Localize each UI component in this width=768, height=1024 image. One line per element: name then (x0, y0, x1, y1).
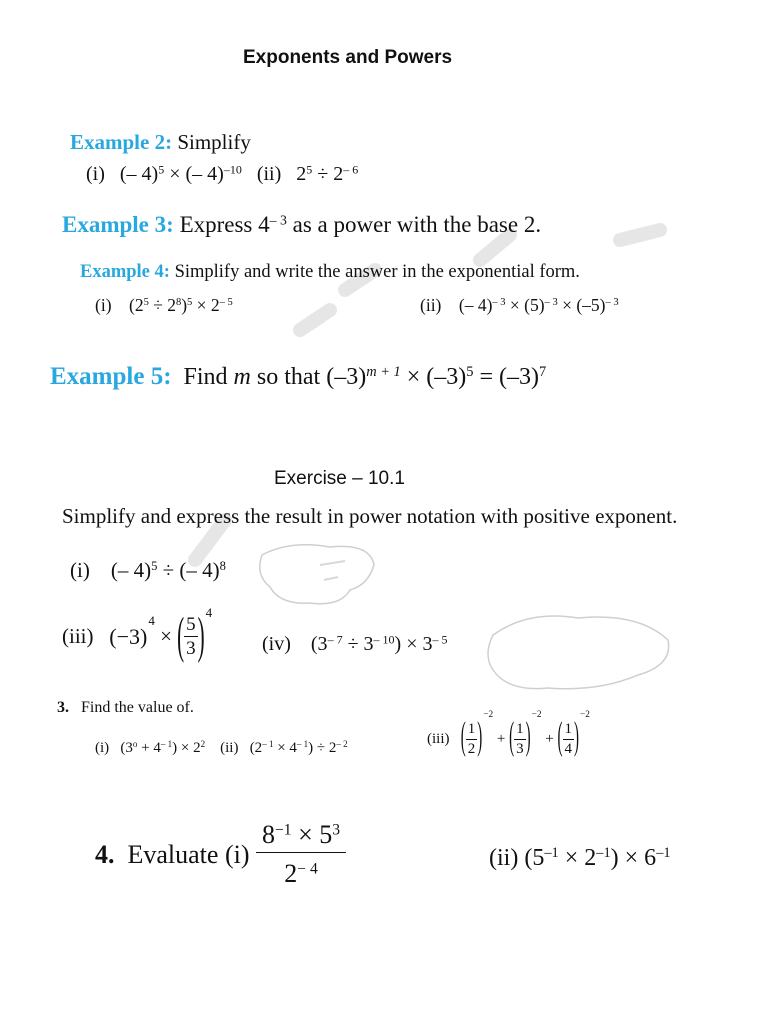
expr-exp: 5 (466, 364, 474, 381)
expr-exp: −1 (275, 821, 292, 839)
expr-term: × 2 (192, 295, 220, 315)
expr-exp: – 3 (269, 212, 287, 228)
expr-exp: 4 (148, 613, 155, 628)
example-3-text: as a power with the base 2. (292, 212, 542, 237)
example-5-text: so that (–3) (256, 364, 367, 390)
q4-part-ii (489, 845, 671, 872)
expr-var: m (233, 364, 251, 390)
expr-base: (– 4) (119, 163, 159, 185)
expr-term: ÷ 2 (148, 295, 176, 315)
question-number: 4. (95, 839, 115, 869)
expr-op: + (545, 731, 554, 747)
expr-exp: – 3 (492, 297, 506, 309)
exercise-item-iii: (iii) (−3) 4 × ( $\frac{5}{3}$ ) 4 (62, 605, 213, 665)
expr-exp: – 7 (327, 632, 343, 647)
example-2 (70, 130, 251, 155)
example-3 (62, 212, 541, 238)
question-prompt: Evaluate (i) (127, 839, 250, 869)
expr-exp: 2 (200, 739, 206, 750)
expr-exp: −2 (531, 710, 542, 720)
expr-base: 2 (296, 163, 307, 185)
expr-exp: m + 1 (366, 364, 401, 381)
expr-exp: – 6 (343, 162, 359, 177)
part-label: (iv) (262, 633, 291, 655)
example-5-text: Find (183, 364, 228, 390)
expr-exp: –1 (656, 845, 671, 862)
fraction-denominator: 3 (186, 638, 196, 659)
expr-term: ) × 6 (610, 845, 657, 871)
expr-exp: – 10 (373, 632, 395, 647)
expr-exp: 8 (219, 559, 226, 574)
part-label: (i) (70, 558, 90, 582)
example-4-label: Example 4: (80, 262, 170, 282)
part-label: (ii) (420, 295, 442, 315)
example-4 (80, 262, 580, 283)
expr-term: ÷ 3 (342, 633, 374, 655)
expr-term: × 5 (291, 820, 333, 849)
expr-exp: – 1 (160, 739, 173, 750)
example-2-label: Example 2: (70, 130, 173, 154)
expr-term: ) (181, 295, 188, 315)
expr-base: 2 (333, 163, 344, 185)
fraction-numerator: 1 (466, 722, 478, 740)
expr-op: + (496, 731, 506, 747)
fraction-denominator: 2 (467, 741, 476, 757)
expr-exp: –1 (596, 845, 611, 862)
erased-smudge (478, 600, 678, 700)
expr-exp: 5 (158, 162, 165, 177)
expr-exp: – 5 (432, 632, 448, 647)
fraction-numerator: 1 (514, 722, 526, 740)
part-label: (ii) (256, 163, 282, 185)
expr-term: 8 (262, 820, 275, 849)
expr-term: (– 4) (458, 295, 493, 315)
expr-term: + 4 (137, 740, 161, 756)
expr-base: (– 4) (185, 163, 224, 185)
part-label: (i) (95, 295, 112, 315)
expr-op: ÷ (317, 163, 329, 185)
expr-term: (5 (524, 845, 545, 871)
part-label: (i) (86, 163, 105, 185)
expr-exp: 5 (151, 559, 158, 574)
expr-term: ÷ (– 4) (157, 558, 220, 582)
q3-heading (57, 699, 194, 717)
expr-term: ) × 3 (394, 633, 433, 655)
expr-term: (2 (249, 740, 263, 756)
expr-exp: o (132, 739, 138, 750)
q3-parts-i-ii (95, 740, 348, 757)
expr-term: (−3) (109, 623, 148, 649)
expr-term: (2 (129, 295, 144, 315)
exercise-item-i (70, 558, 226, 583)
expr-term: (– 4) (110, 558, 152, 582)
expr-term: × (5) (505, 295, 545, 315)
expr-term: ) × 2 (172, 740, 201, 756)
example-2-parts (86, 163, 358, 186)
expr-exp: 5 (187, 297, 193, 309)
page-title: Exponents and Powers (243, 47, 453, 68)
expr-exp: −2 (580, 710, 590, 720)
example-5-label: Example 5: (50, 363, 172, 390)
fraction-denominator: 4 (564, 741, 572, 757)
exercise-item-iv (262, 633, 448, 656)
example-5-text: = (–3) (473, 364, 539, 390)
q4-question (95, 822, 346, 887)
expr-exp: 5 (143, 297, 149, 309)
expr-exp: −2 (483, 710, 494, 720)
part-label: (i) (95, 740, 110, 756)
expr-exp: –1 (544, 845, 559, 862)
part-label: (iii) (62, 624, 94, 648)
fraction-denominator: 2 (284, 859, 298, 888)
example-5-text: × (–3) (400, 364, 467, 390)
expr-term: × 4 (273, 740, 297, 756)
erased-smudge (250, 535, 380, 610)
expr-exp: 8 (175, 297, 182, 309)
example-4-prompt: Simplify and write the answer in the exponential form. (174, 262, 580, 282)
question-prompt: Find the value of. (81, 699, 194, 716)
expr-term: ) ÷ 2 (308, 740, 337, 756)
example-4-part-ii (420, 295, 619, 316)
expr-term: (3 (120, 740, 133, 756)
expr-term: (3 (310, 633, 328, 655)
expr-exp: –10 (223, 162, 242, 177)
q3-part-iii: (iii) ( $\frac{1}{2}$ ) −2 + ( $\frac{1}{3}$ ) −2 + ( $\frac{1}{4}$ ) −2 (427, 710, 590, 759)
expr-term: × 2 (558, 845, 597, 871)
expr-exp: 7 (538, 364, 547, 381)
expr-op: × (160, 624, 172, 648)
exercise-instruction: Simplify and express the result in power notation with positive exponent. (62, 504, 678, 528)
fraction-numerator: 5 (186, 614, 196, 635)
expr-exp: 5 (306, 162, 313, 177)
expr-exp: 3 (332, 821, 341, 839)
expr-exp: – 1 (296, 739, 309, 750)
example-5 (50, 363, 546, 391)
expr-exp: – 5 (219, 297, 233, 309)
example-3-label: Example 3: (62, 212, 174, 237)
fraction-denominator: 3 (516, 741, 524, 757)
fraction-numerator: 1 (563, 722, 575, 740)
part-label: (ii) (220, 740, 239, 756)
expr-exp: – 1 (262, 739, 274, 750)
expr-term: × (–5) (557, 295, 606, 315)
question-number: 3. (57, 699, 69, 716)
expr-op: × (169, 163, 181, 185)
exercise-heading: Exercise – 10.1 (274, 468, 405, 489)
part-label: (ii) (489, 845, 519, 871)
expr-exp: − 4 (297, 860, 318, 878)
part-label: (iii) (427, 731, 450, 747)
example-3-text: Express 4 (179, 212, 270, 237)
expr-exp: – 3 (605, 297, 619, 309)
expr-exp: 4 (205, 605, 213, 620)
example-4-part-i (95, 295, 233, 316)
example-2-prompt: Simplify (177, 130, 251, 154)
expr-exp: – 3 (544, 297, 558, 309)
expr-exp: – 2 (336, 739, 348, 750)
